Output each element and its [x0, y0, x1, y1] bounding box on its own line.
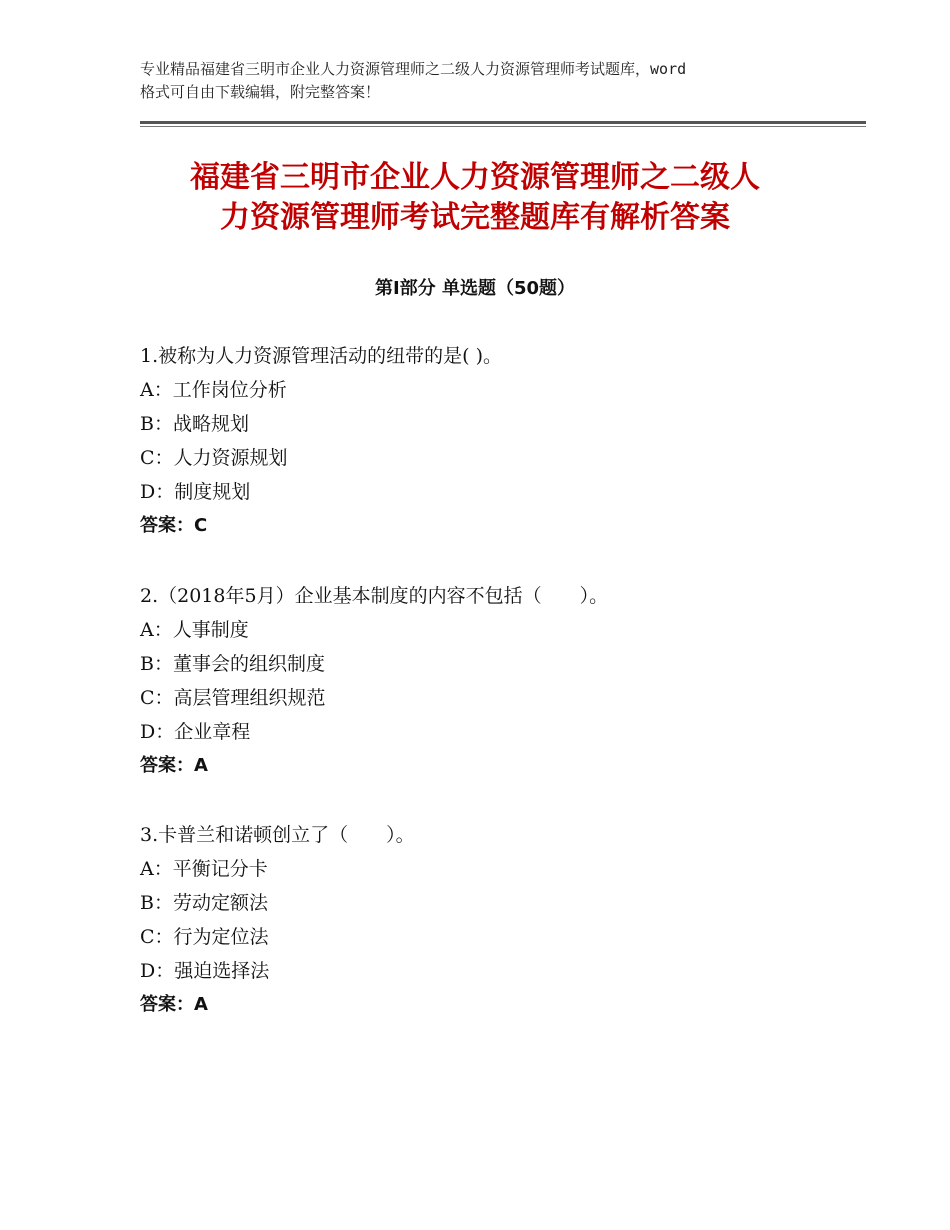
- option-c: C：人力资源规划: [140, 447, 288, 469]
- option-c: C：高层管理组织规范: [140, 687, 326, 709]
- header-note-line-2: 格式可自由下载编辑，附完整答案！: [140, 83, 381, 101]
- header-divider-thick: [140, 121, 866, 124]
- section-heading: 第Ⅰ部分 单选题（50题）: [374, 278, 575, 299]
- option-b: B：董事会的组织制度: [140, 653, 325, 675]
- header-note: [140, 58, 840, 104]
- option-d: D：强迫选择法: [140, 960, 270, 982]
- option-a: A：人事制度: [140, 619, 249, 641]
- header-divider-thin: [140, 126, 866, 127]
- option-b: B：劳动定额法: [140, 892, 268, 914]
- question-stem: 1.被称为人力资源管理活动的纽带的是( )。: [140, 345, 502, 367]
- document-title: [100, 158, 850, 238]
- question-stem: 2.（2018年5月）企业基本制度的内容不包括（ ）。: [140, 585, 609, 607]
- answer-line: 答案：A: [140, 994, 208, 1015]
- option-d: D：制度规划: [140, 481, 251, 503]
- header-note-line-1: 专业精品福建省三明市企业人力资源管理师之二级人力资源管理师考试题库，word: [140, 60, 687, 78]
- option-d: D：企业章程: [140, 721, 251, 743]
- option-c: C：行为定位法: [140, 926, 269, 948]
- question-stem: 3.卡普兰和诺顿创立了（ ）。: [140, 824, 415, 846]
- option-b: B：战略规划: [140, 413, 249, 435]
- option-a: A：工作岗位分析: [140, 379, 287, 401]
- document-title-line-1: 福建省三明市企业人力资源管理师之二级人: [190, 160, 760, 195]
- answer-line: 答案：C: [140, 515, 208, 536]
- question-2: [140, 579, 860, 783]
- option-a: A：平衡记分卡: [140, 858, 268, 880]
- answer-line: 答案：A: [140, 755, 208, 776]
- document-title-line-2: 力资源管理师考试完整题库有解析答案: [220, 200, 730, 235]
- question-1: [140, 339, 860, 543]
- question-3: [140, 818, 860, 1022]
